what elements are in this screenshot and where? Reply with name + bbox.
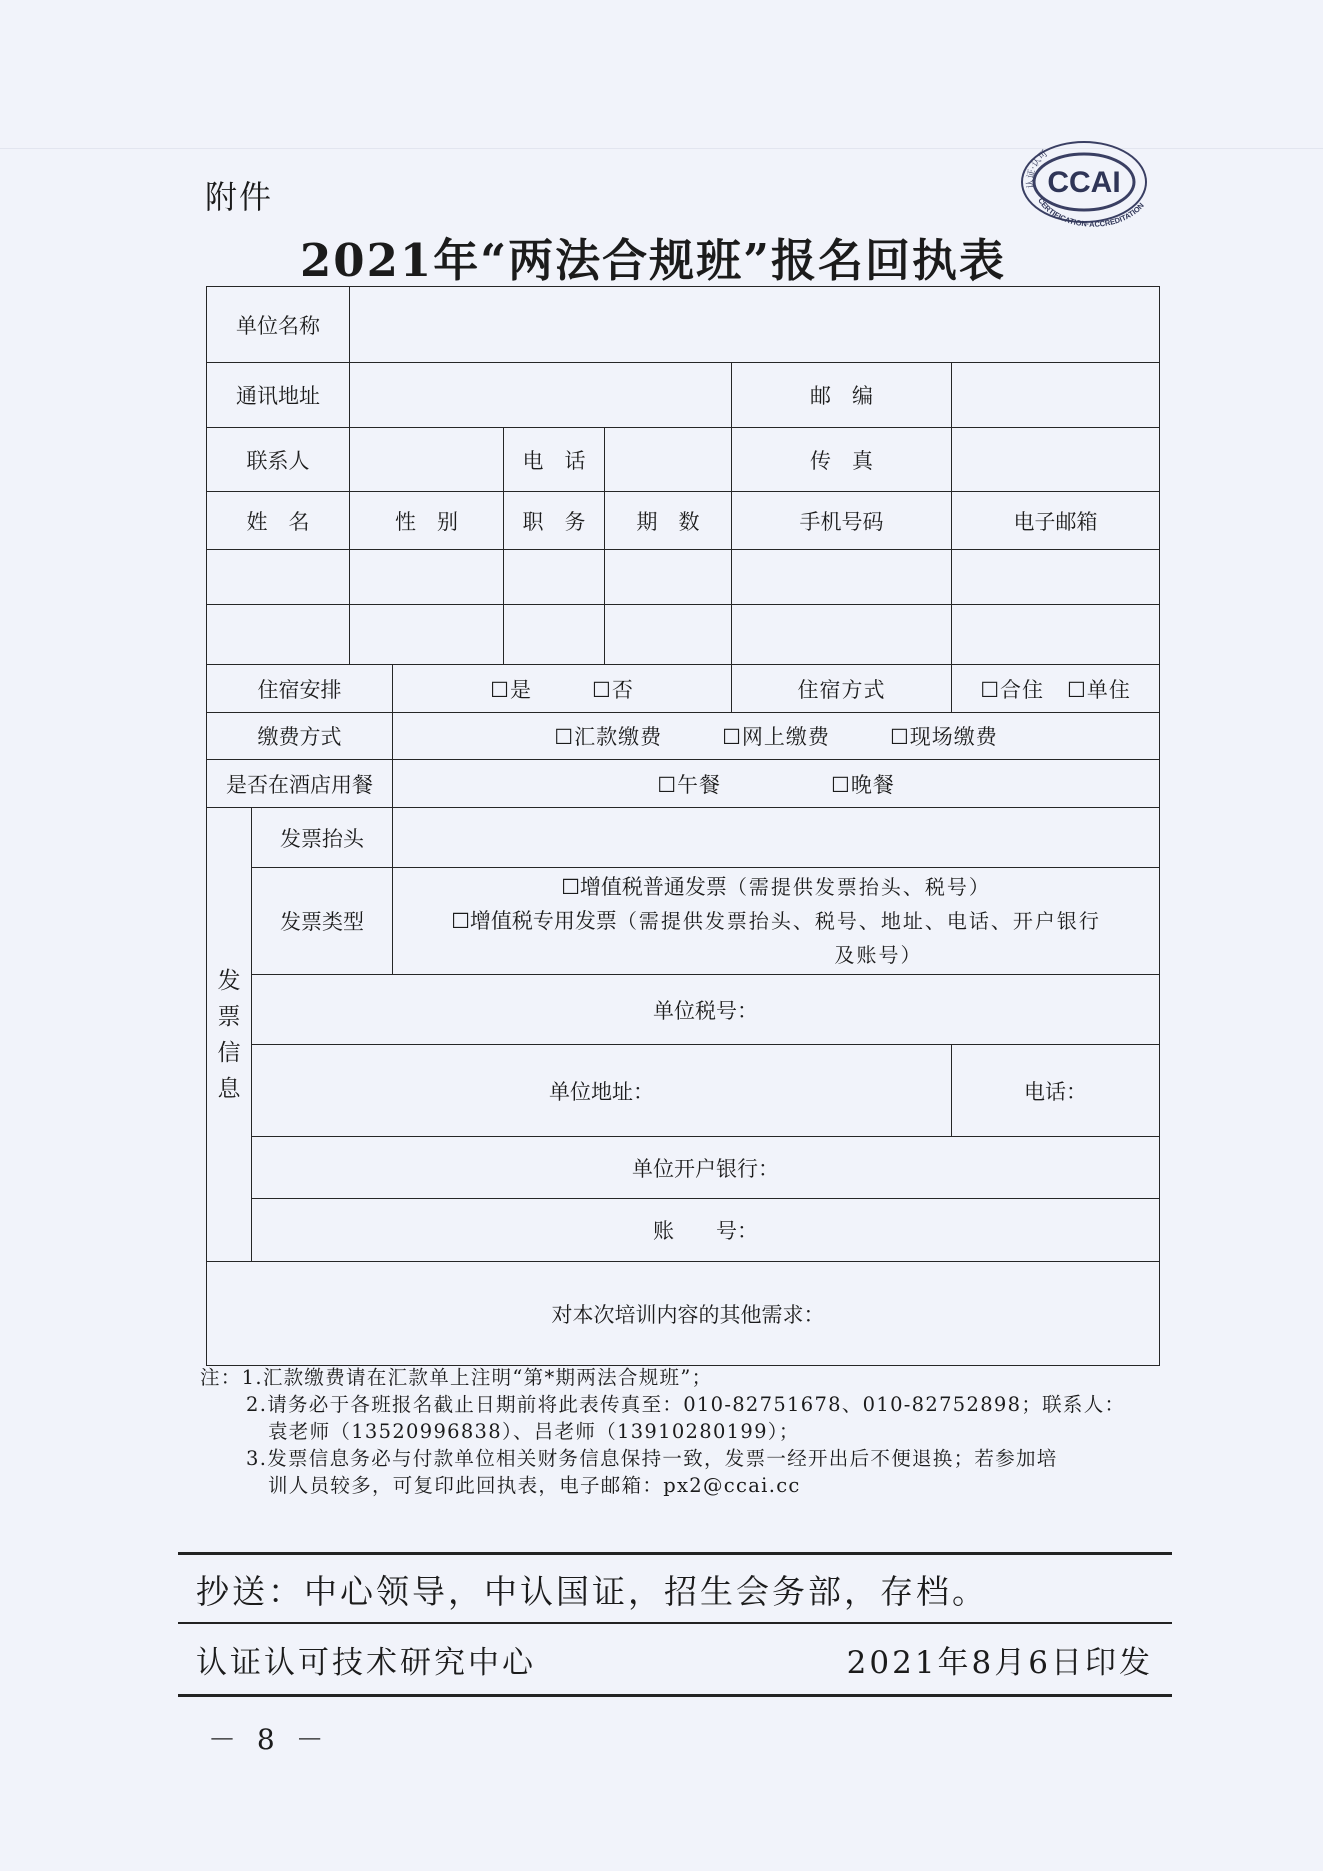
attendee-position-cell[interactable]	[504, 605, 605, 665]
meal-options	[393, 760, 1160, 808]
lodging-mode-options	[952, 665, 1160, 713]
note-2: 2.请务必于各班报名截止日期前将此表传真至：010-82751678、010-82752898；联系人：	[246, 1393, 1126, 1416]
notes-prefix: 注：	[200, 1366, 242, 1389]
invoice-title-field[interactable]	[393, 808, 1160, 868]
meal-lunch-checkbox[interactable]: ☐午餐	[657, 772, 722, 797]
address-field[interactable]	[350, 363, 732, 428]
page-title: 2021年“两法合规班”报名回执表	[300, 234, 1007, 287]
notes	[200, 1364, 1160, 1499]
payment-online-checkbox[interactable]: ☐网上缴费	[722, 725, 830, 749]
invoice-title-label: 发票抬头	[252, 808, 393, 868]
other-needs-field[interactable]	[207, 1262, 1160, 1366]
payment-remit-checkbox[interactable]: ☐汇款缴费	[554, 725, 663, 749]
note-1: 1.汇款缴费请在汇款单上注明“第*期两法合规班”；	[241, 1366, 713, 1389]
invoice-normal-hint: （需提供发票抬头、税号）	[726, 875, 991, 899]
bank-field[interactable]	[252, 1137, 1160, 1199]
postcode-label: 邮 编	[732, 363, 952, 428]
footer-rule-top	[178, 1552, 1172, 1555]
attendee-email-cell[interactable]	[952, 605, 1160, 665]
col-header-session: 期 数	[605, 492, 732, 550]
invoice-normal-checkbox[interactable]: ☐增值税普通发票	[561, 875, 727, 899]
attendee-mobile-cell[interactable]	[732, 550, 952, 605]
phone-label: 电 话	[504, 428, 605, 492]
attachment-label: 附件	[205, 178, 274, 216]
attendee-email-cell[interactable]	[952, 550, 1160, 605]
registration-form	[206, 286, 1160, 1366]
svg-text:CCAI: CCAI	[1047, 166, 1121, 199]
lodging-mode-label: 住宿方式	[732, 665, 952, 713]
col-header-mobile: 手机号码	[732, 492, 952, 550]
note-2-cont: 袁老师（13520996838）、吕老师（13910280199）；	[268, 1420, 800, 1443]
phone-field[interactable]	[605, 428, 732, 492]
attendee-name-cell[interactable]	[207, 550, 350, 605]
lodging-no-checkbox[interactable]: ☐否	[592, 677, 634, 702]
page-number: － 8 －	[208, 1723, 330, 1756]
contact-label: 联系人	[207, 428, 350, 492]
invoice-group-label: 发票信息	[207, 808, 252, 1262]
invoice-special-hint-cont: 及账号）	[834, 943, 923, 967]
note-3-cont: 训人员较多，可复印此回执表，电子邮箱：px2@ccai.cc	[268, 1474, 801, 1497]
account-label: 账 号：	[653, 1219, 759, 1243]
cc-line: 抄送：中心领导，中认国证，招生会务部，存档。	[196, 1572, 988, 1611]
attendee-mobile-cell[interactable]	[732, 605, 952, 665]
footer-rule-bottom	[178, 1694, 1172, 1697]
meal-label: 是否在酒店用餐	[207, 760, 393, 808]
table-row	[207, 550, 1160, 605]
contact-field[interactable]	[350, 428, 504, 492]
account-field[interactable]	[252, 1199, 1160, 1262]
attendee-gender-cell[interactable]	[350, 550, 504, 605]
attendee-name-cell[interactable]	[207, 605, 350, 665]
lodging-options	[393, 665, 732, 713]
tax-number-label: 单位税号：	[653, 998, 759, 1023]
invoice-type-options	[393, 868, 1160, 975]
attendee-position-cell[interactable]	[504, 550, 605, 605]
col-header-position: 职 务	[504, 492, 605, 550]
lodging-label: 住宿安排	[207, 665, 393, 713]
footer-rule-middle	[178, 1622, 1172, 1624]
other-needs-label: 对本次培训内容的其他需求：	[551, 1302, 825, 1327]
col-header-email: 电子邮箱	[952, 492, 1160, 550]
attendee-session-cell[interactable]	[605, 605, 732, 665]
svg-text:认证·认可: 认证·认可	[1025, 148, 1051, 189]
address-label: 通讯地址	[207, 363, 350, 428]
issue-date: 2021年8月6日印发	[846, 1645, 1153, 1681]
tax-number-field[interactable]	[252, 975, 1160, 1045]
lodging-shared-checkbox[interactable]: ☐合住	[980, 677, 1045, 702]
lodging-yes-checkbox[interactable]: ☐是	[490, 677, 532, 702]
unit-name-label: 单位名称	[207, 287, 350, 363]
issuer: 认证认可技术研究中心	[196, 1645, 536, 1681]
unit-name-field[interactable]	[350, 287, 1160, 363]
invoice-phone-label: 电话：	[1024, 1079, 1088, 1104]
svg-text:CERTIFICATION·ACCREDITATION: CERTIFICATION·ACCREDITATION	[1036, 196, 1146, 229]
unit-address-field[interactable]	[252, 1045, 952, 1137]
payment-label: 缴费方式	[207, 713, 393, 760]
note-3: 3.发票信息务必与付款单位相关财务信息保持一致，发票一经开出后不便退换；若参加培	[246, 1447, 1058, 1470]
postcode-field[interactable]	[952, 363, 1160, 428]
lodging-single-checkbox[interactable]: ☐单住	[1067, 677, 1131, 702]
meal-dinner-checkbox[interactable]: ☐晚餐	[831, 772, 895, 797]
unit-address-label: 单位地址：	[549, 1079, 654, 1104]
invoice-special-hint: （需提供发票抬头、税号、地址、电话、开户银行	[616, 909, 1101, 933]
payment-onsite-checkbox[interactable]: ☐现场缴费	[889, 725, 998, 749]
invoice-phone-field[interactable]	[952, 1045, 1160, 1137]
ccai-logo	[1006, 130, 1156, 230]
col-header-gender: 性 别	[350, 492, 504, 550]
col-header-name: 姓 名	[207, 492, 350, 550]
payment-options	[393, 713, 1160, 760]
invoice-special-checkbox[interactable]: ☐增值税专用发票	[451, 909, 617, 933]
attendee-session-cell[interactable]	[605, 550, 732, 605]
table-row	[207, 605, 1160, 665]
invoice-type-label: 发票类型	[252, 868, 393, 975]
bank-label: 单位开户银行：	[632, 1156, 780, 1181]
fax-label: 传 真	[732, 428, 952, 492]
attendee-gender-cell[interactable]	[350, 605, 504, 665]
fax-field[interactable]	[952, 428, 1160, 492]
